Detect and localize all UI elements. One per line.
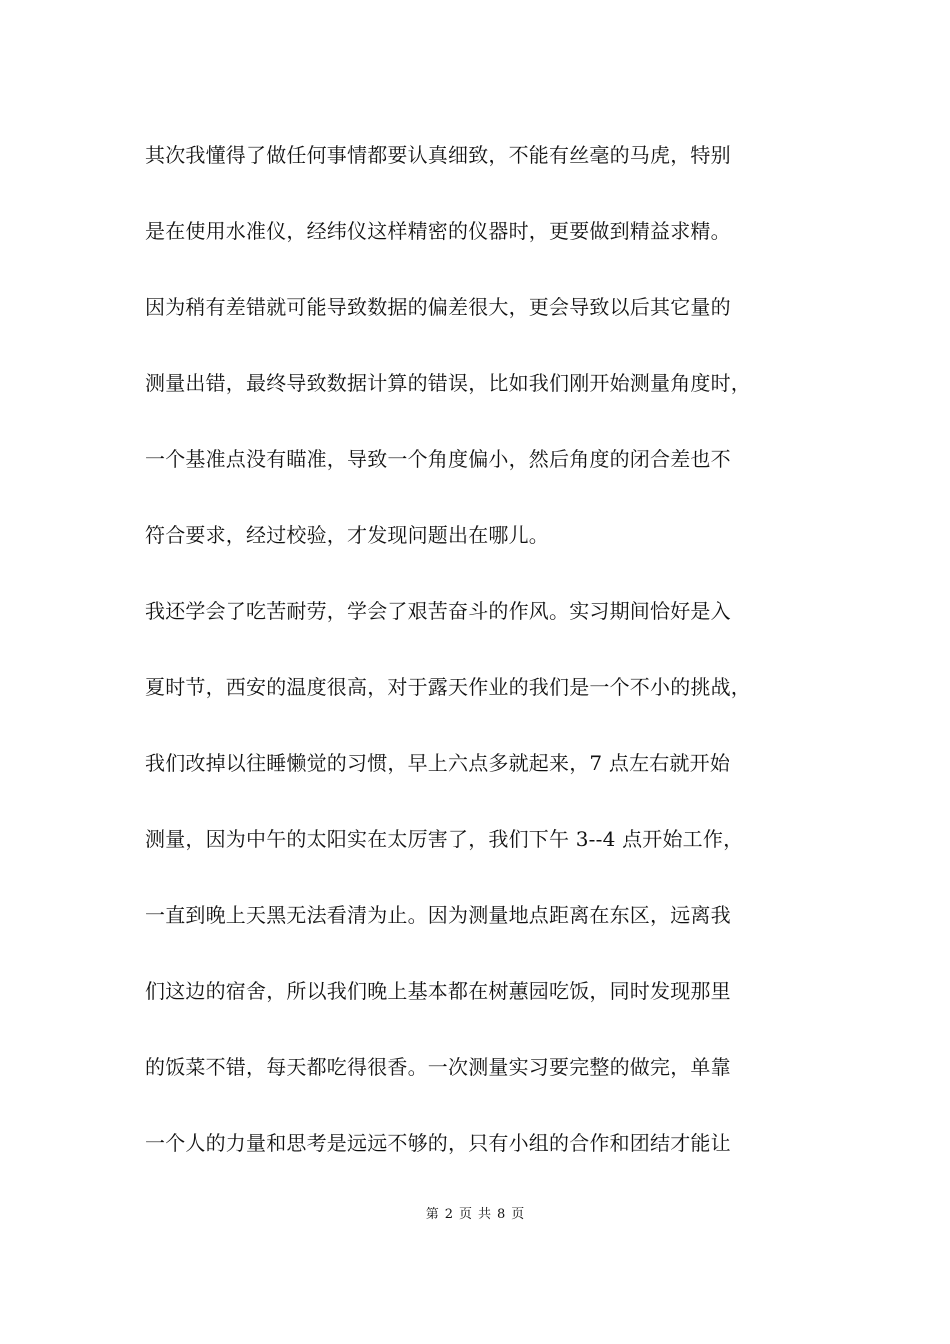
body-text	[145, 130, 825, 1194]
footer-page-word: 页	[458, 1207, 472, 1222]
text-line: 一直到晚上天黑无法看清为止。因为测量地点距离在东区，远离我	[145, 903, 731, 927]
text-line: 测量出错，最终导致数据计算的错误，比如我们刚开始测量角度时，	[145, 371, 751, 395]
footer-total-word: 共	[478, 1207, 492, 1222]
page-footer	[0, 1205, 950, 1225]
text-line: 的饭菜不错，每天都吃得很香。一次测量实习要完整的做完，单靠	[145, 1055, 731, 1079]
text-line: 是在使用水准仪，经纬仪这样精密的仪器时，更要做到精益求精。	[145, 219, 731, 243]
text-line: 其次我懂得了做任何事情都要认真细致，不能有丝毫的马虎，特别	[145, 143, 731, 167]
text-line: 夏时节，西安的温度很高，对于露天作业的我们是一个不小的挑战，	[145, 675, 751, 699]
footer-suffix: 页	[511, 1207, 525, 1222]
footer-total-pages: 8	[497, 1207, 506, 1222]
text-line: 符合要求，经过校验，才发现问题出在哪儿。	[145, 523, 549, 547]
text-line: 我还学会了吃苦耐劳，学会了艰苦奋斗的作风。实习期间恰好是入	[145, 599, 731, 623]
text-line: 测量，因为中午的太阳实在太厉害了，我们下午 3--4 点开始工作，	[145, 827, 744, 851]
footer-current-page: 2	[444, 1207, 453, 1222]
text-line: 一个基准点没有瞄准，导致一个角度偏小，然后角度的闭合差也不	[145, 447, 731, 471]
text-line: 一个人的力量和思考是远远不够的，只有小组的合作和团结才能让	[145, 1131, 731, 1155]
footer-prefix: 第	[425, 1207, 439, 1222]
text-line: 我们改掉以往睡懒觉的习惯，早上六点多就起来，7 点左右就开始	[145, 751, 731, 775]
text-line: 们这边的宿舍，所以我们晚上基本都在树蕙园吃饭，同时发现那里	[145, 979, 731, 1003]
text-line: 因为稍有差错就可能导致数据的偏差很大，更会导致以后其它量的	[145, 295, 731, 319]
